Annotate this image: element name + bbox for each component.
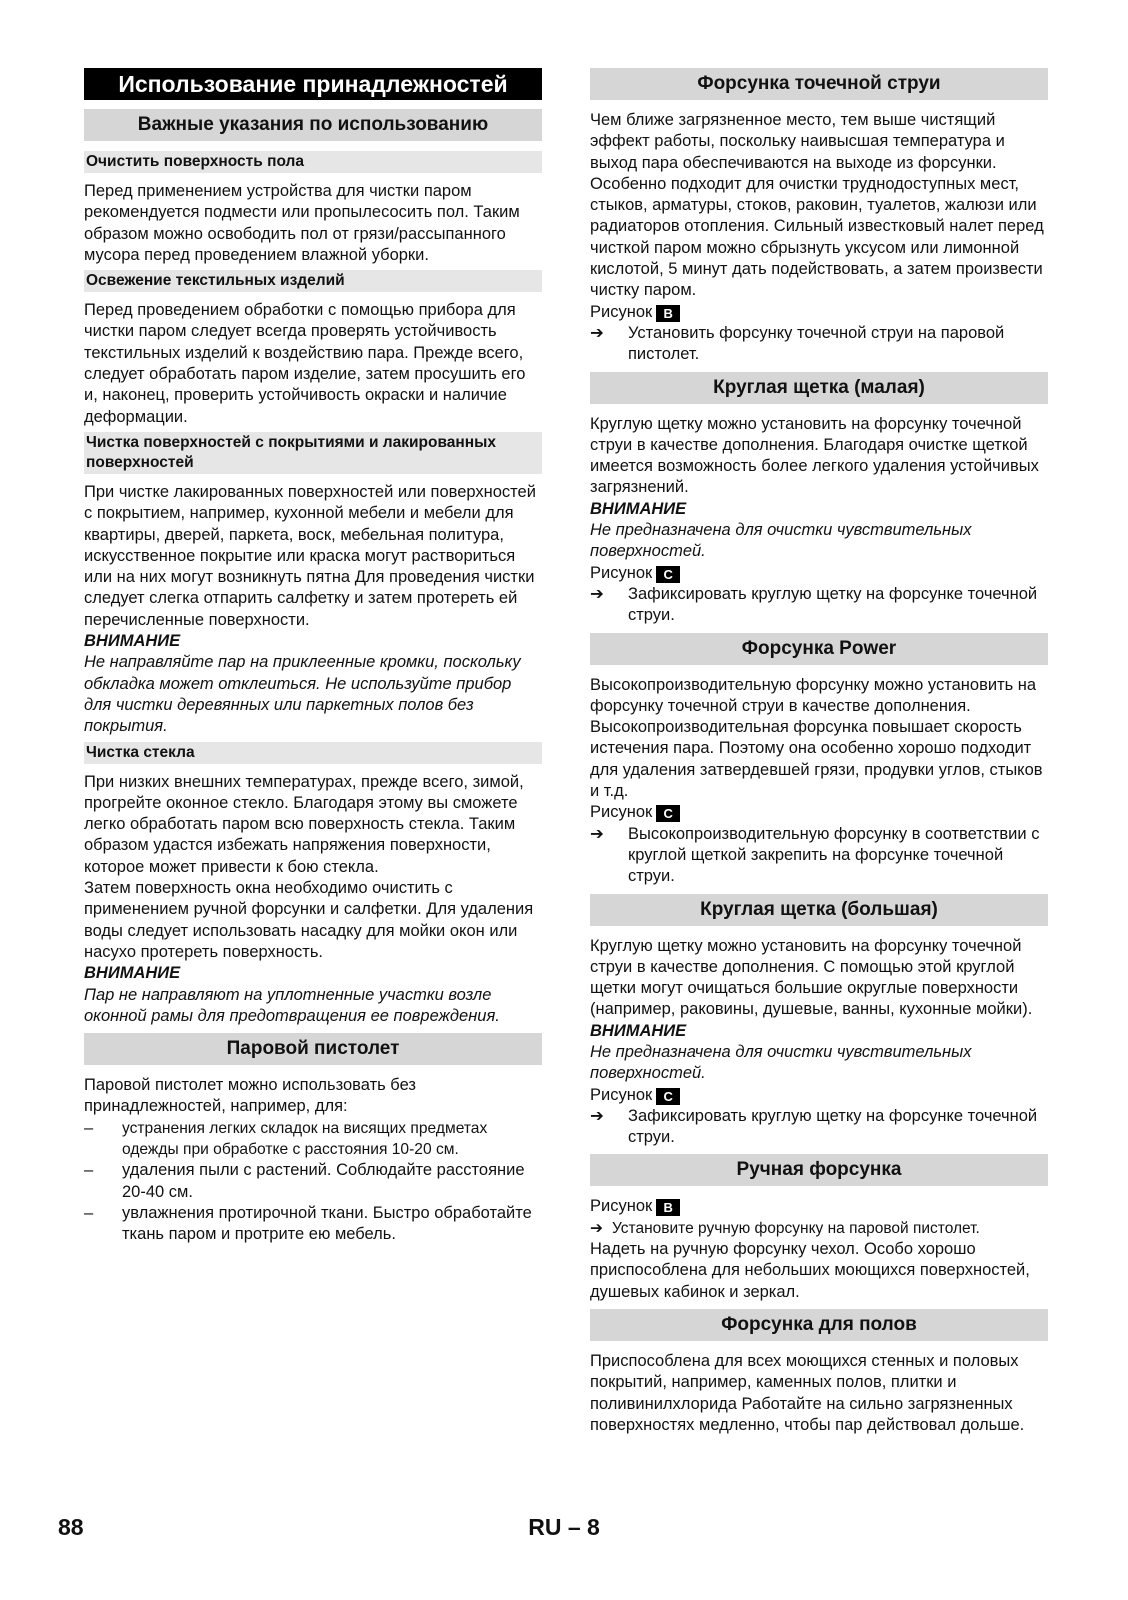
subheading-textile: Освежение текстильных изделий — [84, 270, 542, 292]
figure-label: Рисунок — [590, 563, 653, 582]
warning-title: ВНИМАНИЕ — [590, 499, 687, 518]
section-title-brush-large: Круглая щетка (большая) — [590, 894, 1048, 926]
figure-reference — [590, 302, 1048, 323]
step-text: Установите ручную форсунку на паровой пистолет. — [612, 1219, 980, 1237]
arrow-icon: ➔ — [590, 584, 604, 603]
paragraph-power-2: Высокопроизводительная форсунка повышает скорость истечения пара. Поэтому она особенно хорошо подходит для удаления затвердевшей грязи, продувки углов, стыков и т.д. — [590, 718, 1043, 801]
warning-title: ВНИМАНИЕ — [590, 1021, 687, 1040]
section-label: RU – 8 — [528, 1514, 600, 1540]
paragraph-brush-large: Круглую щетку можно установить на форсунку точечной струи в качестве дополнения. С помощью этой круглой щетки могут очищаться большие округлые поверхности (например, раковины, душевые, ванны, кухонные мойки). — [590, 936, 1033, 1019]
list-item-text: устранения легких складок на висящих предметах одежды при обработке с расстояния 10-20 см. — [122, 1119, 488, 1158]
step-text: Высокопроизводительную форсунку в соответствии с круглой щеткой закрепить на форсунке точечной струи. — [628, 824, 1040, 886]
section-title-brush-small: Круглая щетка (малая) — [590, 372, 1048, 404]
section-title-point-jet: Форсунка точечной струи — [590, 68, 1048, 100]
figure-label: Рисунок — [590, 1085, 653, 1104]
dash-bullet: – — [84, 1203, 94, 1222]
paragraph-hand-nozzle: Надеть на ручную форсунку чехол. Особо хорошо приспособлена для небольших моющихся поверхностей, душевых кабинок и зеркал. — [590, 1240, 1030, 1301]
paragraph-pistol: Паровой пистолет можно использовать без принадлежностей, например, для: — [84, 1076, 416, 1116]
warning-text: Не направляйте пар на приклеенные кромки, поскольку обкладка может отклеиться. Не используйте прибор для чистки деревянных или паркетных полов без покрытия. — [84, 653, 521, 736]
instruction-step — [590, 824, 1048, 888]
right-column — [590, 68, 1048, 1436]
instruction-step — [590, 1106, 1048, 1149]
figure-badge: B — [656, 1199, 680, 1216]
figure-reference — [590, 802, 1048, 823]
page-number: 88 — [58, 1514, 84, 1540]
paragraph-glass-1: При низких внешних температурах, прежде всего, зимой, прогрейте оконное стекло. Благодаря этому вы сможете легко обработать паром всю поверхность стекла. Таким образом удастся избежать напряжения поверхности, которое может привести к бою стекла. — [84, 772, 524, 876]
instruction-step — [590, 1218, 1048, 1239]
figure-label: Рисунок — [590, 302, 653, 321]
list-item — [84, 1160, 542, 1203]
paragraph-textile: Перед проведением обработки с помощью прибора для чистки паром следует всегда проверять устойчивость текстильных изделий к воздействию пара. Прежде всего, следует обработать паром изделие, затем просушить его и, наконец, проверить устойчивость окраски и наличие деформации. — [84, 301, 526, 426]
list-item — [84, 1118, 542, 1161]
figure-label: Рисунок — [590, 1197, 653, 1216]
instruction-step — [590, 584, 1048, 627]
paragraph-glass-2: Затем поверхность окна необходимо очистить с применением ручной форсунки и салфетки. Для удаления воды следует использовать насадку для мойки окон или насухо протереть поверхность. — [84, 879, 534, 961]
figure-label: Рисунок — [590, 803, 653, 822]
section-title-pistol: Паровой пистолет — [84, 1033, 542, 1065]
paragraph-brush-small: Круглую щетку можно установить на форсунку точечной струи в качестве дополнения. Благодаря очистке щеткой имеется возможность более легкого удаления устойчивых загрязнений. — [590, 414, 1039, 497]
warning-text: Пар не направляют на уплотненные участки возле оконной рамы для предотвращения ее повреждения. — [84, 985, 500, 1025]
section-title-power: Форсунка Power — [590, 633, 1048, 665]
paragraph-floor: Перед применением устройства для чистки паром рекомендуется подмести или пропылесосить пол. Таким образом можно освободить пол от грязи/рассыпанного мусора перед проведением влажной уборки. — [84, 182, 520, 264]
dash-bullet: – — [84, 1161, 94, 1180]
list-item — [84, 1203, 542, 1246]
left-column — [84, 68, 542, 1245]
section-title-floor-nozzle: Форсунка для полов — [590, 1309, 1048, 1341]
paragraph-power-1: Высокопроизводительную форсунку можно установить на форсунку точечной струи в качестве дополнения. — [590, 675, 1037, 715]
paragraph-point-jet: Чем ближе загрязненное место, тем выше чистящий эффект работы, поскольку наивысшая температура и выход пара обеспечиваются на выходе из форсунки. Особенно подходит для очистки труднодоступных мест, стыков, арматуры, стоков, раковин, туалетов, жалюзи или радиаторов отопления. Сильный известковый налет перед чисткой паром можно сбрызнуть уксусом или лимонной кислотой, 5 минут дать подействовать, а затем произвести чистку паром. — [590, 111, 1044, 300]
step-text: Зафиксировать круглую щетку на форсунке точечной струи. — [628, 584, 1038, 625]
step-text: Установить форсунку точечной струи на паровой пистолет. — [628, 323, 1005, 364]
chapter-title: Использование принадлежностей — [84, 68, 542, 100]
list-item-text: увлажнения протирочной ткани. Быстро обработайте ткань паром и протрите ею мебель. — [122, 1203, 532, 1244]
paragraph-coated: При чистке лакированных поверхностей или поверхностей с покрытием, например, кухонной мебели и мебели для квартиры, дверей, паркета, воск, мебельная политура, искусственное покрытие или краска могут раствориться или на них могут возникнуть пятна Для проведения чистки следует слегка отпарить салфетку и затем протереть ей перечисленные поверхности. — [84, 482, 536, 629]
section-title-hand-nozzle: Ручная форсунка — [590, 1154, 1048, 1186]
warning-text: Не предназначена для очистки чувствительных поверхностей. — [590, 521, 972, 561]
figure-badge: C — [656, 1088, 680, 1105]
subheading-coated: Чистка поверхностей с покрытиями и лакированных поверхностей — [84, 432, 542, 474]
warning-text: Не предназначена для очистки чувствительных поверхностей. — [590, 1042, 972, 1083]
dash-bullet: – — [84, 1118, 94, 1137]
list-item-text: удаления пыли с растений. Соблюдайте расстояние 20-40 см. — [122, 1161, 525, 1201]
arrow-icon: ➔ — [590, 824, 604, 843]
arrow-icon: ➔ — [590, 323, 604, 342]
arrow-icon: ➔ — [590, 1219, 603, 1237]
warning-title: ВНИМАНИЕ — [84, 964, 181, 983]
figure-badge: C — [656, 805, 680, 822]
figure-reference — [590, 1085, 1048, 1106]
instruction-step — [590, 323, 1048, 366]
figure-badge: C — [656, 566, 680, 583]
section-title-important: Важные указания по использованию — [84, 109, 542, 141]
arrow-icon: ➔ — [590, 1106, 604, 1125]
figure-reference — [590, 1196, 1048, 1217]
paragraph-floor-nozzle: Приспособлена для всех моющихся стенных и половых покрытий, например, каменных полов, плитки и поливинилхлорида Работайте на сильно загрязненных поверхностях медленно, чтобы пар действовал дольше. — [590, 1351, 1025, 1434]
subheading-floor: Очистить поверхность пола — [84, 151, 542, 173]
step-text: Зафиксировать круглую щетку на форсунке точечной струи. — [628, 1106, 1038, 1147]
warning-title: ВНИМАНИЕ — [84, 632, 181, 651]
subheading-glass: Чистка стекла — [84, 742, 542, 764]
figure-reference — [590, 563, 1048, 584]
figure-badge: B — [656, 305, 680, 322]
